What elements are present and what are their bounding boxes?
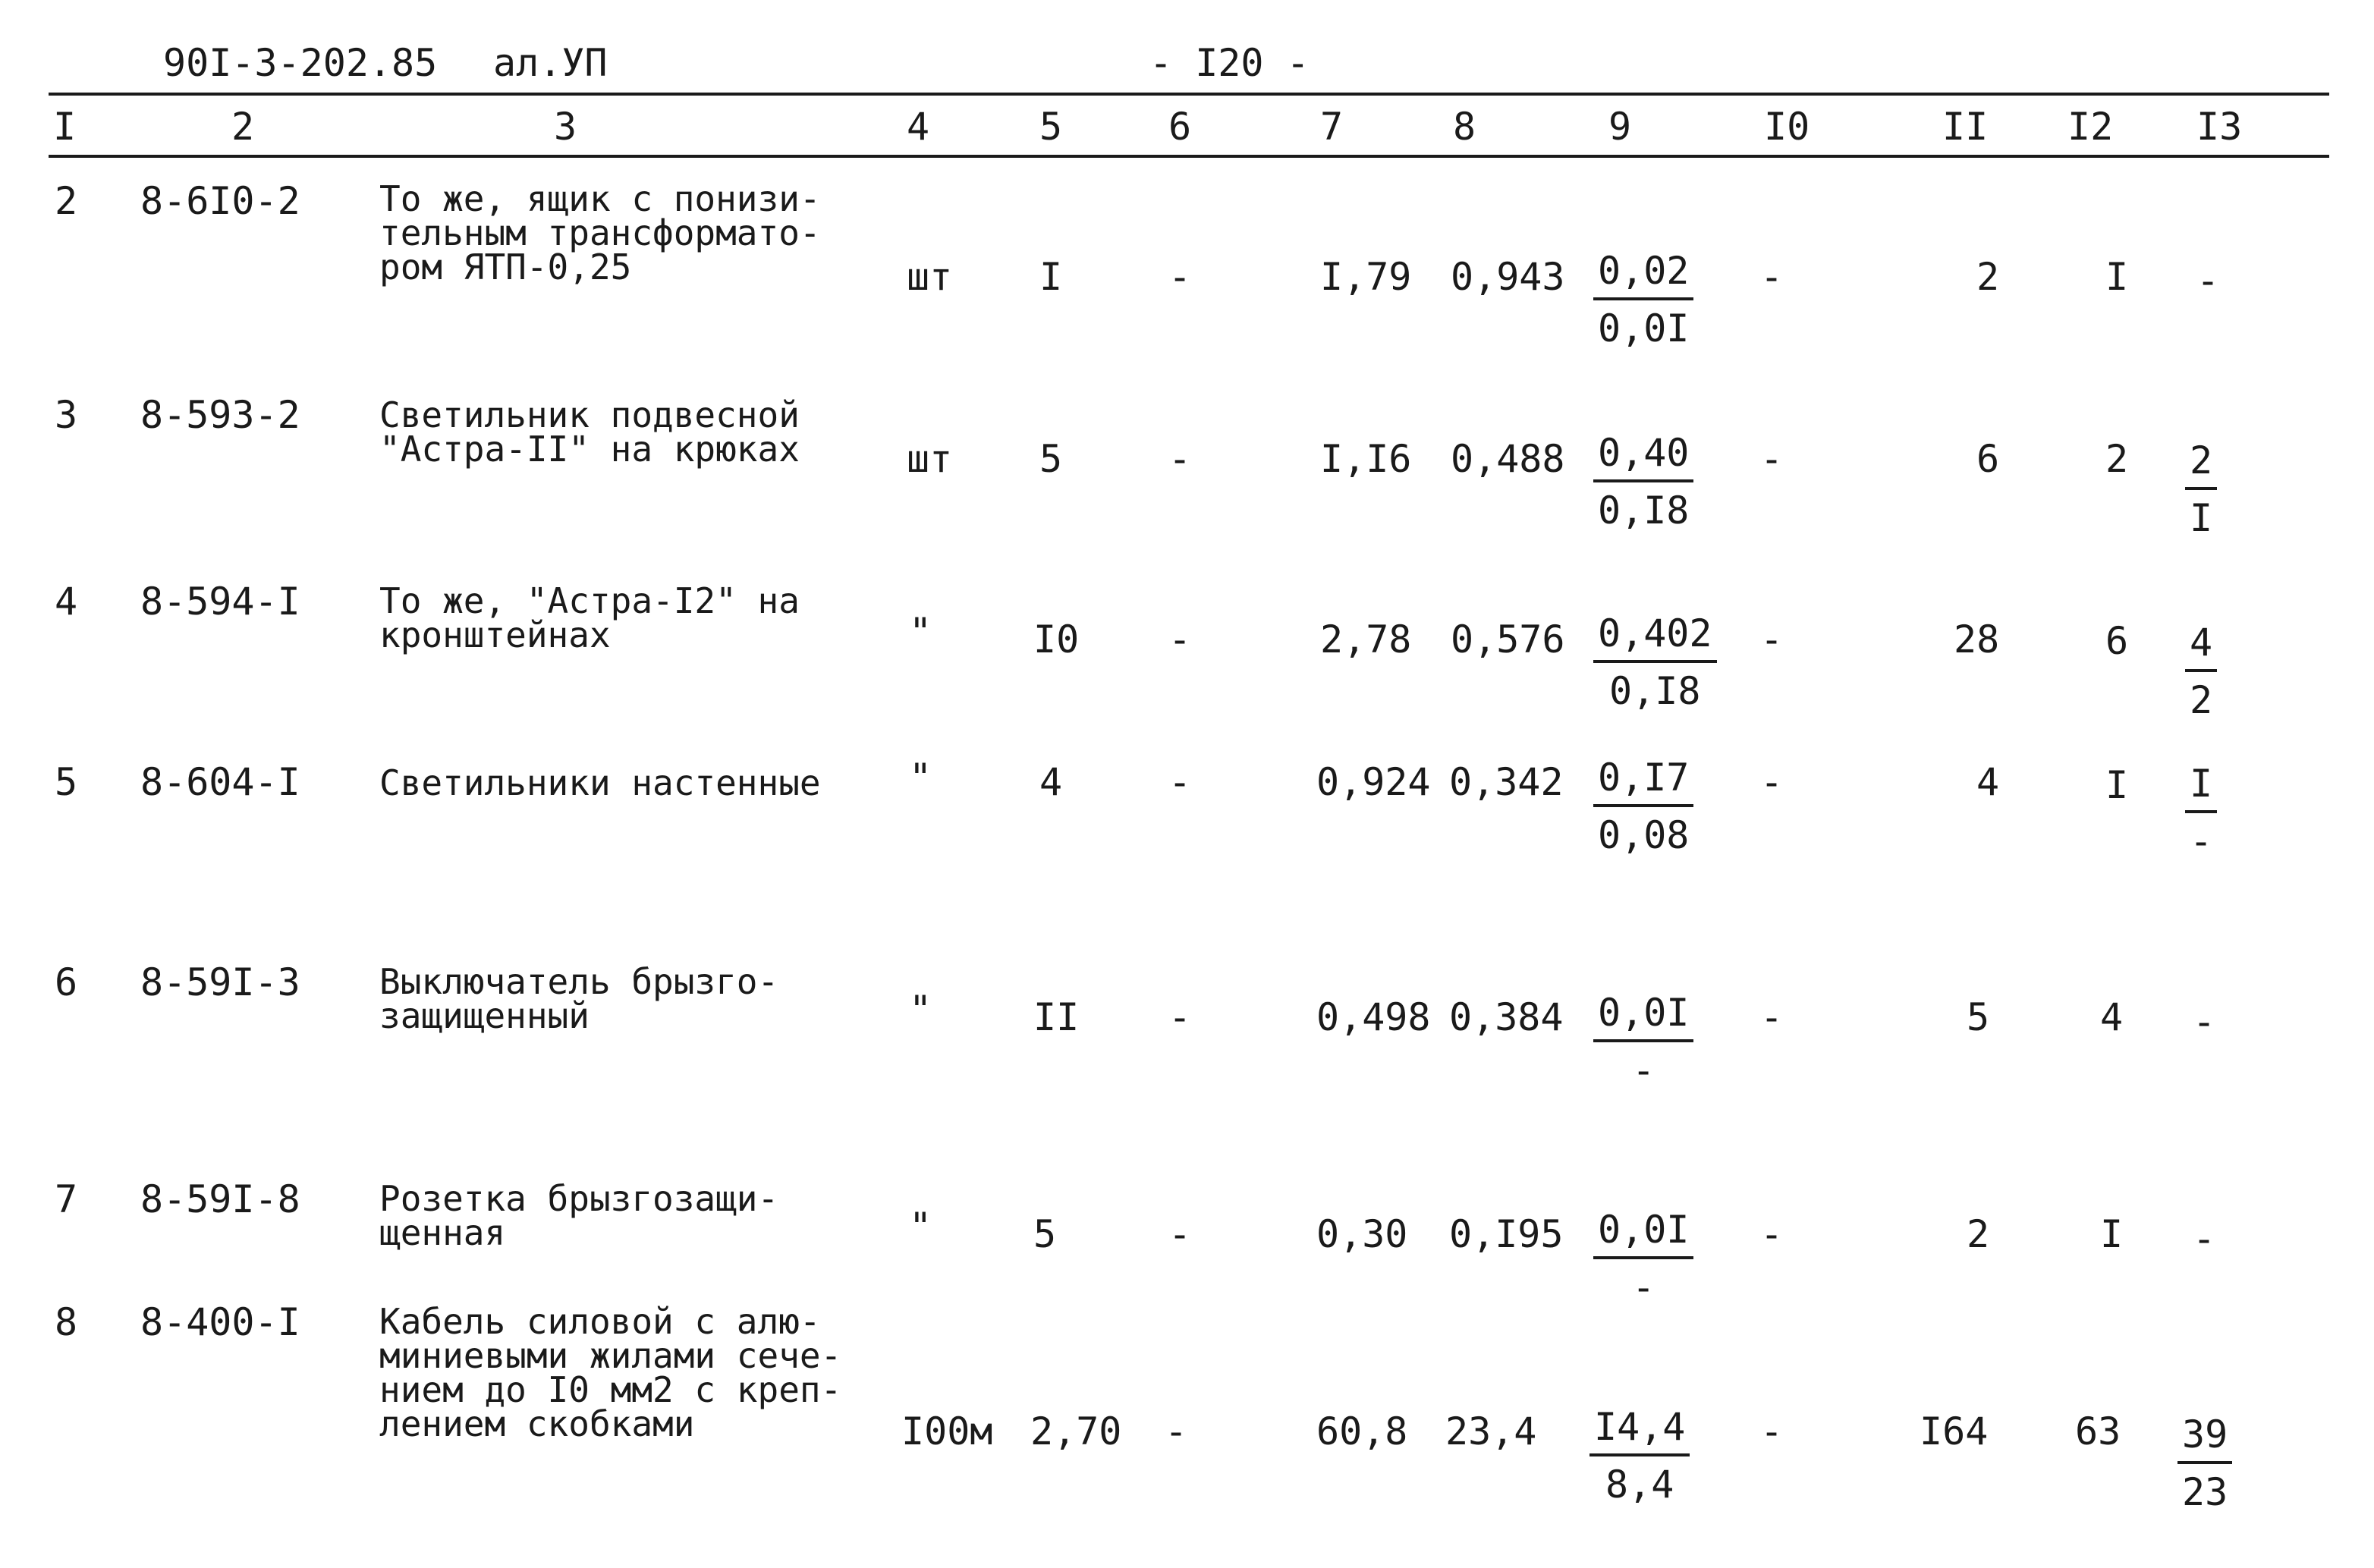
fraction-denominator: - [1632,1265,1656,1309]
row-col7: 0,498 [1316,995,1431,1039]
row-col6: - [1165,1409,1188,1453]
column-header-8: 8 [1453,105,1476,149]
row-col6: - [1168,995,1192,1039]
row-col10: - [1760,995,1784,1039]
row-description-line: защищенный [379,995,590,1036]
row-quantity: I [1039,255,1063,299]
row-col11: 4 [1976,760,2000,804]
row-description-line: лением скобками [379,1403,695,1444]
fraction-numerator: I4,4 [1589,1408,1690,1456]
row-col12: 6 [2105,619,2129,663]
row-col9-fraction [1593,431,1693,533]
row-col6: - [1168,437,1192,481]
row-col9-fraction [1593,611,1717,713]
column-header-4: 4 [907,105,930,149]
column-header-1: I [53,105,77,149]
album-label: ал.УП [493,41,608,85]
row-unit: шт [907,437,953,481]
row-quantity: I0 [1033,617,1080,661]
row-description-line: То же, ящик с понизи- [379,178,821,219]
fraction-numerator: 0,0I [1593,1211,1693,1259]
fraction-denominator: 8,4 [1605,1463,1674,1507]
row-unit: " [909,1205,932,1249]
row-col6: - [1168,760,1192,804]
row-col9-fraction [1593,991,1693,1092]
row-number: 8 [55,1300,78,1344]
row-col13-fraction [2185,438,2217,540]
row-code: 8-6I0-2 [140,179,300,223]
header-top-rule [49,93,2329,96]
row-col10: - [1760,1409,1784,1453]
row-code: 8-400-I [140,1300,300,1344]
row-col13: - [2196,259,2220,303]
row-col10: - [1760,760,1784,804]
row-col6: - [1168,617,1192,661]
fraction-numerator: 0,40 [1593,434,1693,482]
fraction-denominator: 2 [2190,678,2213,722]
page-number: - I20 - [1149,41,1310,85]
fraction-denominator: I [2190,496,2213,540]
row-number: 6 [55,960,78,1004]
column-header-9: 9 [1608,105,1632,149]
row-col7: 60,8 [1316,1409,1408,1453]
row-code: 8-593-2 [140,393,300,437]
row-quantity: 2,70 [1030,1409,1122,1453]
row-col13-fraction [2185,621,2217,722]
row-number: 4 [55,580,78,624]
row-col10: - [1760,1212,1784,1256]
row-col13-fraction [2185,762,2217,863]
row-number: 7 [55,1177,78,1221]
row-description-line: Светильник подвесной [379,394,800,435]
row-col7: 0,30 [1316,1212,1408,1256]
row-description-line: Светильники настенные [379,762,821,803]
row-description-line: Розетка брызгозащи- [379,1178,779,1219]
row-number: 5 [55,760,78,804]
row-description-line: Выключатель брызго- [379,961,779,1002]
row-col9-fraction [1593,249,1693,350]
fraction-numerator: 0,402 [1593,614,1717,663]
row-col11: 28 [1954,617,2000,661]
document-code: 90I-3-202.85 [163,41,438,85]
row-col12: 2 [2105,437,2129,481]
column-header-2: 2 [231,105,255,149]
row-col10: - [1760,437,1784,481]
row-description-line: кронштейнах [379,614,611,655]
row-col7: I,I6 [1320,437,1412,481]
row-col8: 23,4 [1445,1409,1537,1453]
column-header-6: 6 [1168,105,1192,149]
row-col7: 2,78 [1320,617,1412,661]
row-col7: 0,924 [1316,760,1431,804]
row-quantity: II [1033,995,1080,1039]
row-quantity: 5 [1033,1212,1057,1256]
row-col8: 0,488 [1451,437,1565,481]
fraction-numerator: 39 [2177,1416,2232,1464]
row-col11: 2 [1976,255,2000,299]
row-description-line: миниевыми жилами сече- [379,1335,842,1376]
row-col7: I,79 [1320,255,1412,299]
row-col8: 0,342 [1449,760,1564,804]
row-col12: 63 [2075,1409,2121,1453]
row-description-line: щенная [379,1212,506,1253]
fraction-denominator: 23 [2182,1470,2228,1514]
row-col11: 6 [1976,437,2000,481]
row-quantity: 4 [1039,760,1063,804]
column-header-5: 5 [1039,105,1063,149]
row-unit: " [909,988,932,1032]
fraction-numerator: 0,0I [1593,994,1693,1042]
fraction-denominator: 0,08 [1598,813,1690,857]
row-col11: 5 [1967,995,1990,1039]
fraction-denominator: 0,I8 [1598,489,1690,533]
row-col6: - [1168,1212,1192,1256]
row-col11: 2 [1967,1212,1990,1256]
row-col8: 0,576 [1451,617,1565,661]
row-description-line: "Астра-II" на крюках [379,429,800,470]
fraction-numerator: 0,I7 [1593,759,1693,807]
row-col11: I64 [1920,1409,1989,1453]
fraction-numerator: 0,02 [1593,252,1693,300]
row-col10: - [1760,617,1784,661]
row-col6: - [1168,255,1192,299]
row-col12: I [2105,763,2129,807]
row-code: 8-604-I [140,760,300,804]
fraction-denominator: 0,I8 [1609,669,1701,713]
row-description-line: ром ЯТП-0,25 [379,247,632,288]
row-description-line: тельным трансформато- [379,212,821,253]
row-unit: " [909,756,932,800]
row-quantity: 5 [1039,437,1063,481]
column-header-3: 3 [554,105,577,149]
column-header-7: 7 [1320,105,1344,149]
row-col13-fraction [2177,1412,2232,1514]
row-col13: - [2193,1217,2216,1261]
header-bottom-rule [49,155,2329,158]
row-description-line: нием до I0 мм2 с креп- [379,1369,842,1410]
row-col8: 0,384 [1449,995,1564,1039]
row-col10: - [1760,255,1784,299]
row-col12: I [2100,1212,2124,1256]
fraction-numerator: 4 [2185,624,2217,672]
row-unit: I00м [901,1409,993,1453]
row-code: 8-59I-3 [140,960,300,1004]
row-description-line: Кабель силовой с алю- [379,1301,821,1342]
fraction-denominator: 0,0I [1598,306,1690,350]
fraction-numerator: I [2185,765,2217,813]
row-code: 8-594-I [140,580,300,624]
row-number: 2 [55,179,78,223]
row-col9-fraction [1593,1208,1693,1309]
row-code: 8-59I-8 [140,1177,300,1221]
column-header-11: II [1942,105,1989,149]
row-unit: шт [907,255,953,299]
fraction-denominator: - [2190,819,2213,863]
fraction-denominator: - [1632,1048,1656,1092]
row-number: 3 [55,393,78,437]
row-col8: 0,I95 [1449,1212,1564,1256]
row-description-line: То же, "Астра-I2" на [379,580,800,621]
row-col9-fraction [1589,1405,1690,1507]
row-col9-fraction [1593,756,1693,857]
row-col8: 0,943 [1451,255,1565,299]
row-col12: 4 [2100,995,2124,1039]
column-header-12: I2 [2067,105,2114,149]
row-unit: " [909,610,932,654]
row-col13: - [2193,1000,2216,1044]
fraction-numerator: 2 [2185,441,2217,490]
column-header-13: I3 [2196,105,2243,149]
row-col12: I [2105,255,2129,299]
column-header-10: I0 [1764,105,1810,149]
